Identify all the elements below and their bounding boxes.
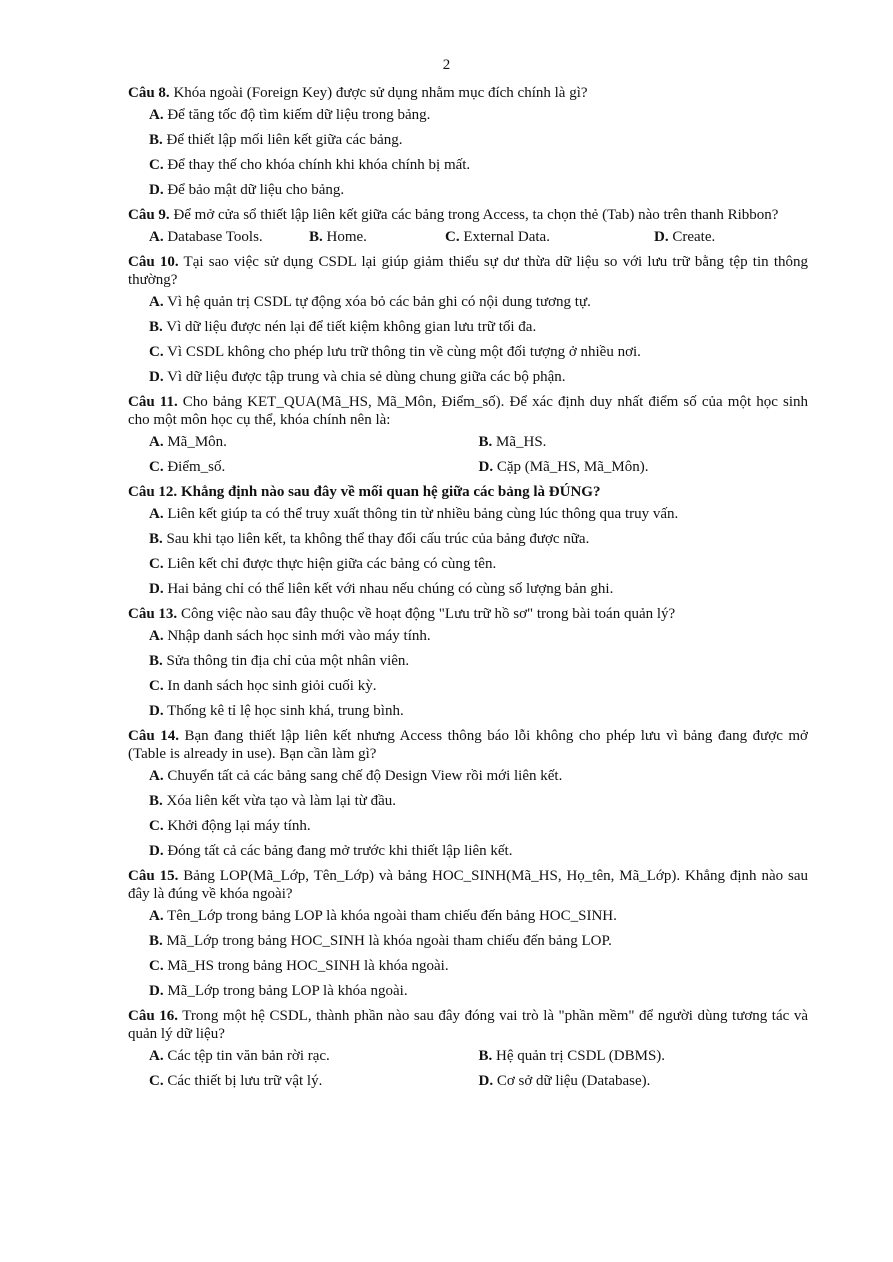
option-letter: B. (149, 933, 163, 949)
question-9 (128, 206, 808, 246)
option-b (149, 131, 808, 149)
option-text: Mã_Lớp trong bảng LOP là khóa ngoài. (163, 983, 408, 999)
option-letter: D. (149, 581, 164, 597)
question-label: Câu 10. (128, 254, 179, 270)
question-label: Câu 16. (128, 1008, 178, 1024)
option-text: Sau khi tạo liên kết, ta không thể thay đổi cấu trúc của bảng được nữa. (162, 531, 590, 547)
option-c (149, 1072, 479, 1090)
option-d (149, 842, 808, 860)
option-letter: C. (149, 344, 164, 360)
option-c (149, 156, 808, 174)
question-10 (128, 253, 808, 386)
option-b (149, 318, 808, 336)
option-text: Để tăng tốc độ tìm kiếm dữ liệu trong bảng. (163, 107, 431, 123)
question-label: Câu 13. (128, 606, 178, 622)
options-row (149, 1047, 808, 1065)
question-text: Bảng LOP(Mã_Lớp, Tên_Lớp) và bảng HOC_SINH(Mã_HS, Họ_tên, Mã_Lớp). Khẳng định nào sau đây là đúng về khóa ngoài? (128, 868, 808, 902)
question-stem (128, 1007, 808, 1043)
question-15 (128, 867, 808, 1000)
option-text: Hệ quản trị CSDL (DBMS). (492, 1048, 666, 1064)
option-text: Xóa liên kết vừa tạo và làm lại từ đầu. (162, 793, 397, 809)
option-letter: D. (149, 703, 164, 719)
option-d (149, 580, 808, 598)
option-c (149, 555, 808, 573)
question-text: Tại sao việc sử dụng CSDL lại giúp giảm thiểu sự dư thừa dữ liệu so với lưu trữ bằng tệp tin thông thường? (128, 254, 808, 288)
option-text: Vì CSDL không cho phép lưu trữ thông tin về cùng một đối tượng ở nhiều nơi. (163, 344, 641, 360)
option-text: Vì hệ quản trị CSDL tự động xóa bỏ các bản ghi có nội dung tương tự. (163, 294, 591, 310)
question-text: Trong một hệ CSDL, thành phần nào sau đây đóng vai trò là "phần mềm" để người dùng tương tác và quản lý dữ liệu? (128, 1008, 808, 1042)
option-letter: A. (149, 768, 164, 784)
option-text: Liên kết giúp ta có thể truy xuất thông tin từ nhiều bảng cùng lúc thông qua truy vấn. (163, 506, 679, 522)
option-a (149, 228, 309, 246)
option-d (149, 181, 808, 199)
option-text: Liên kết chỉ được thực hiện giữa các bảng có cùng tên. (163, 556, 497, 572)
option-letter: A. (149, 908, 164, 924)
question-stem (128, 605, 808, 623)
option-letter: C. (149, 157, 164, 173)
question-text: Khẳng định nào sau đây về mối quan hệ giữa các bảng là ĐÚNG? (177, 484, 601, 500)
option-d (149, 702, 808, 720)
option-text: External Data. (459, 229, 550, 245)
question-label: Câu 8. (128, 85, 170, 101)
option-text: Nhập danh sách học sinh mới vào máy tính. (163, 628, 431, 644)
option-letter: A. (149, 294, 164, 310)
question-stem (128, 727, 808, 763)
question-stem (128, 206, 808, 224)
question-stem (128, 253, 808, 289)
option-letter: A. (149, 628, 164, 644)
option-text: Mã_Lớp trong bảng HOC_SINH là khóa ngoài tham chiếu đến bảng LOP. (162, 933, 612, 949)
option-letter: B. (149, 653, 163, 669)
question-text: Công việc nào sau đây thuộc về hoạt động "Lưu trữ hồ sơ" trong bài toán quản lý? (177, 606, 676, 622)
option-letter: C. (149, 958, 164, 974)
option-a (149, 767, 808, 785)
question-label: Câu 14. (128, 728, 179, 744)
option-text: Thống kê tỉ lệ học sinh khá, trung bình. (163, 703, 404, 719)
option-letter: D. (478, 1073, 494, 1089)
options-row (149, 228, 808, 246)
option-b (149, 932, 808, 950)
option-c (149, 817, 808, 835)
page-number: 2 (442, 57, 451, 73)
option-text: Cặp (Mã_HS, Mã_Môn). (493, 459, 649, 475)
options-row (149, 1072, 808, 1090)
option-text: Điểm_số. (163, 459, 226, 475)
option-letter: C. (149, 556, 164, 572)
option-letter: B. (149, 319, 163, 335)
option-letter: C. (149, 678, 164, 694)
option-text: Để bảo mật dữ liệu cho bảng. (163, 182, 345, 198)
option-letter: C. (149, 1073, 164, 1089)
option-a (149, 106, 808, 124)
option-text: Mã_HS. (492, 434, 547, 450)
question-stem (128, 867, 808, 903)
options-row (149, 433, 808, 451)
option-letter: C. (149, 459, 164, 475)
option-a (149, 293, 808, 311)
option-letter: A. (149, 229, 164, 245)
option-text: Để thay thế cho khóa chính khi khóa chính bị mất. (163, 157, 471, 173)
option-text: Sửa thông tin địa chỉ của một nhân viên. (162, 653, 410, 669)
option-d (654, 228, 715, 246)
option-letter: A. (149, 107, 164, 123)
option-b (149, 530, 808, 548)
option-b (149, 792, 808, 810)
question-text: Khóa ngoài (Foreign Key) được sử dụng nhằm mục đích chính là gì? (169, 85, 588, 101)
option-text: Home. (322, 229, 367, 245)
option-letter: D. (149, 182, 164, 198)
option-text: Mã_Môn. (163, 434, 227, 450)
option-c (149, 957, 808, 975)
question-label: Câu 9. (128, 207, 170, 223)
option-text: In danh sách học sinh giỏi cuối kỳ. (163, 678, 377, 694)
option-letter: B. (149, 531, 163, 547)
option-text: Các thiết bị lưu trữ vật lý. (163, 1073, 323, 1089)
option-text: Để thiết lập mối liên kết giữa các bảng. (162, 132, 403, 148)
option-letter: A. (149, 1048, 164, 1064)
option-text: Khởi động lại máy tính. (163, 818, 311, 834)
option-letter: B. (478, 1048, 493, 1064)
question-12 (128, 483, 808, 598)
option-text: Chuyển tất cả các bảng sang chế độ Design View rồi mới liên kết. (163, 768, 563, 784)
option-letter: B. (309, 229, 323, 245)
option-text: Đóng tất cả các bảng đang mở trước khi thiết lập liên kết. (163, 843, 513, 859)
option-letter: B. (149, 793, 163, 809)
question-stem (128, 483, 808, 501)
question-label: Câu 12. (128, 484, 178, 500)
option-letter: A. (149, 434, 164, 450)
question-label: Câu 11. (128, 394, 178, 410)
option-letter: D. (149, 843, 164, 859)
question-text: Để mở cửa sổ thiết lập liên kết giữa các bảng trong Access, ta chọn thẻ (Tab) nào trên thanh Ribbon? (169, 207, 779, 223)
option-a (149, 907, 808, 925)
option-text: Hai bảng chỉ có thể liên kết với nhau nếu chúng có cùng số lượng bản ghi. (163, 581, 614, 597)
option-text: Database Tools. (163, 229, 263, 245)
option-c (445, 228, 654, 246)
question-13 (128, 605, 808, 720)
option-d (149, 368, 808, 386)
option-letter: C. (149, 818, 164, 834)
option-d (149, 982, 808, 1000)
option-text: Cơ sở dữ liệu (Database). (493, 1073, 651, 1089)
option-c (149, 343, 808, 361)
option-text: Vì dữ liệu được tập trung và chia sẻ dùng chung giữa các bộ phận. (163, 369, 566, 385)
option-letter: B. (478, 434, 493, 450)
option-letter: D. (149, 369, 164, 385)
option-c (149, 677, 808, 695)
option-a (149, 627, 808, 645)
question-text: Bạn đang thiết lập liên kết nhưng Access thông báo lỗi không cho phép lưu vì bảng đang được mở (Table is already in use). Bạn cần làm gì? (128, 728, 808, 762)
question-11 (128, 393, 808, 476)
option-c (149, 458, 479, 476)
option-letter: A. (149, 506, 164, 522)
option-d (479, 458, 809, 476)
option-letter: C. (445, 229, 460, 245)
option-letter: B. (149, 132, 163, 148)
option-letter: D. (654, 229, 669, 245)
question-stem (128, 393, 808, 429)
question-stem (128, 84, 808, 102)
option-text: Mã_HS trong bảng HOC_SINH là khóa ngoài. (163, 958, 449, 974)
options-row (149, 458, 808, 476)
question-16 (128, 1007, 808, 1090)
option-a (149, 1047, 479, 1065)
option-text: Các tệp tin văn bản rời rạc. (163, 1048, 330, 1064)
question-label: Câu 15. (128, 868, 179, 884)
question-14 (128, 727, 808, 860)
option-b (479, 1047, 809, 1065)
option-b (309, 228, 445, 246)
option-text: Tên_Lớp trong bảng LOP là khóa ngoài tham chiếu đến bảng HOC_SINH. (163, 908, 617, 924)
option-letter: D. (149, 983, 164, 999)
option-text: Vì dữ liệu được nén lại để tiết kiệm không gian lưu trữ tối đa. (162, 319, 537, 335)
option-letter: D. (478, 459, 494, 475)
option-a (149, 505, 808, 523)
option-text: Create. (668, 229, 716, 245)
question-text: Cho bảng KET_QUA(Mã_HS, Mã_Môn, Điểm_số). Để xác định duy nhất điểm số của một học sinh cho một môn học cụ thể, khóa chính nên là: (128, 394, 808, 428)
question-8 (128, 84, 808, 199)
option-d (479, 1072, 809, 1090)
option-a (149, 433, 479, 451)
option-b (479, 433, 809, 451)
option-b (149, 652, 808, 670)
question-list (128, 84, 808, 1097)
